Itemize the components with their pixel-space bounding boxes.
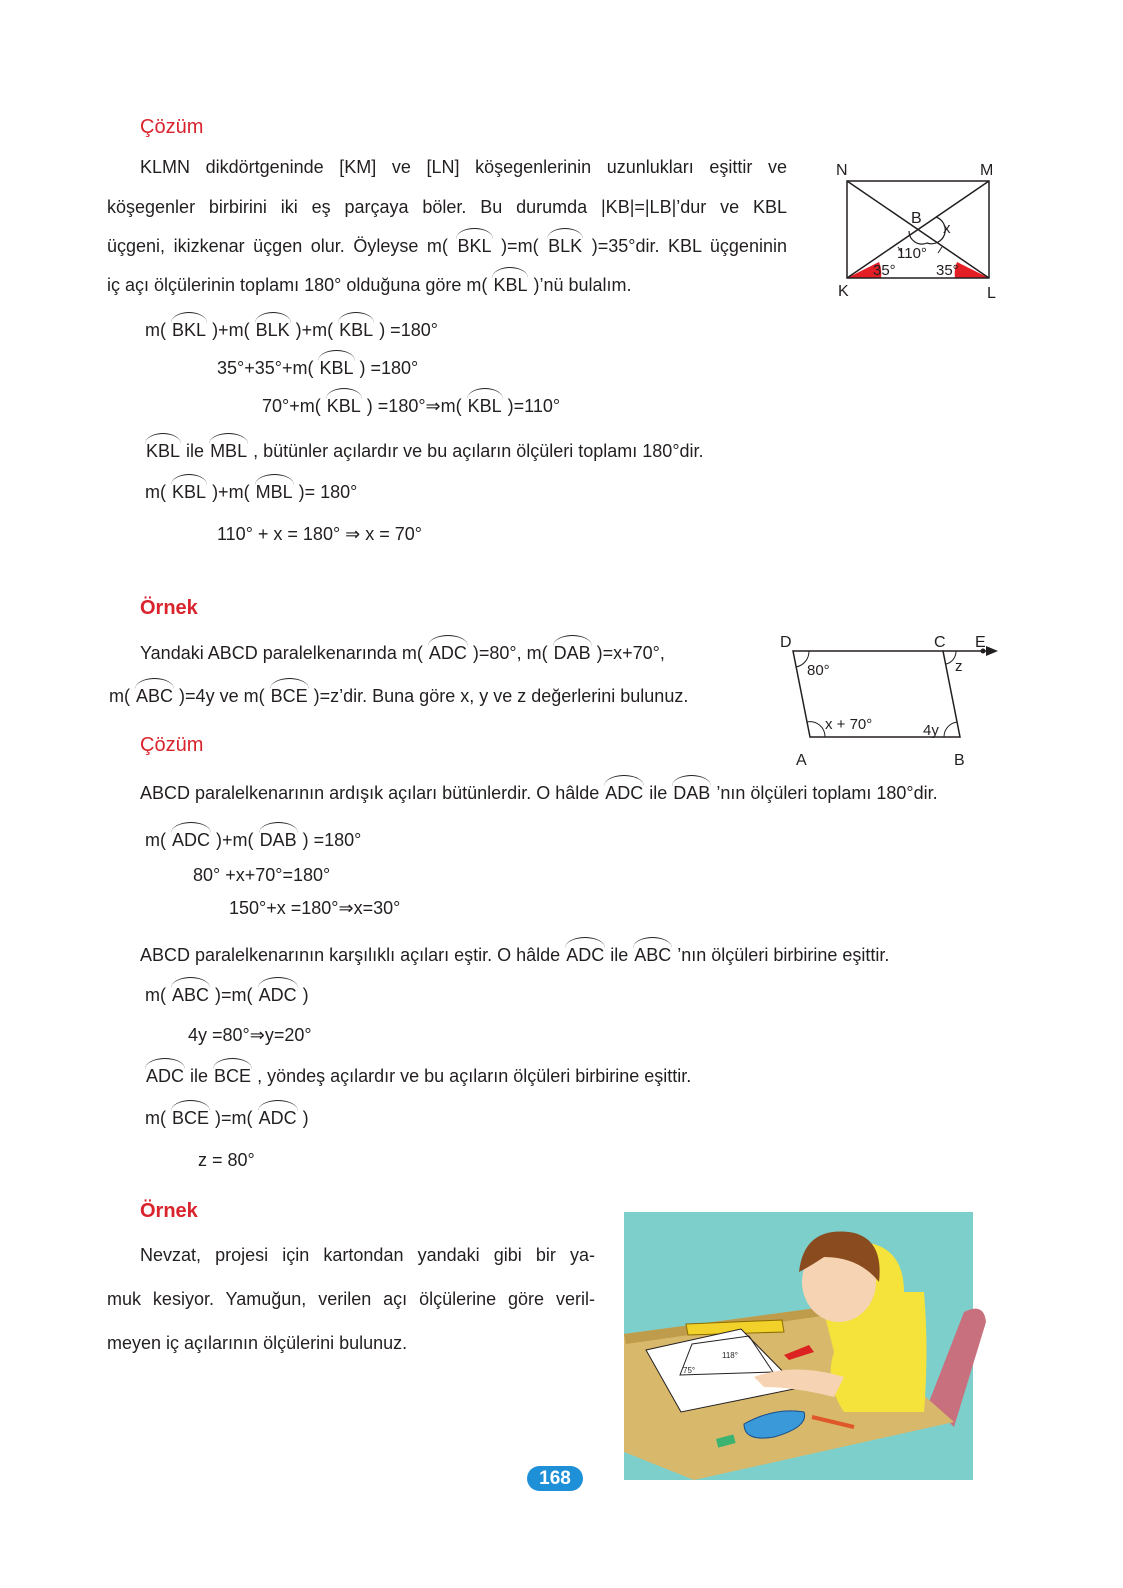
- text-segment: m(: [145, 320, 166, 340]
- equation-line: [145, 479, 357, 505]
- label-e: E: [975, 634, 986, 651]
- equation-line: [262, 393, 560, 419]
- angle-name: KBL: [318, 355, 354, 381]
- text-segment: )=m(: [215, 985, 253, 1005]
- text-segment: 4y =80°⇒y=20°: [188, 1025, 312, 1045]
- paragraph-line: [140, 942, 889, 968]
- arrow-head-icon: [986, 646, 998, 656]
- text-segment: ): [302, 1108, 309, 1128]
- text-segment: )=80°, m(: [472, 643, 548, 663]
- paragraph-line: [140, 640, 665, 666]
- boy-cutting-cardboard-illustration: [624, 1212, 994, 1487]
- text-segment: iç açı ölçülerinin toplamı 180° olduğuna göre m(: [107, 275, 488, 295]
- text-segment: ) =180°⇒m(: [366, 396, 462, 416]
- label-d: D: [780, 634, 792, 651]
- text-segment: )+m(: [212, 482, 250, 502]
- equation-line: [198, 1147, 255, 1173]
- paragraph-line: [140, 1242, 595, 1268]
- text-segment: m(: [145, 482, 166, 502]
- text-segment: )+m(: [295, 320, 334, 340]
- text-segment: m(: [145, 985, 166, 1005]
- text-segment: m(: [109, 686, 130, 706]
- text-segment: Yandaki ABCD paralelkenarında m(: [140, 643, 423, 663]
- parallelogram-abcd-figure: [770, 620, 1010, 780]
- text-segment: m(: [145, 1108, 166, 1128]
- equation-line: [145, 317, 438, 343]
- angle-name: KBL: [145, 438, 181, 464]
- text-segment: ) =180°: [379, 320, 438, 340]
- angle-name: KBL: [326, 393, 362, 419]
- angle-name: KBL: [492, 272, 528, 298]
- text-segment: ): [302, 985, 309, 1005]
- text-segment: )=z’dir. Buna göre x, y ve z değerlerini bulunuz.: [313, 686, 689, 706]
- text-segment: )=x+70°,: [596, 643, 665, 663]
- text-segment: ) =180°: [302, 830, 362, 850]
- angle-label-118: 118°: [722, 1351, 738, 1360]
- equation-line: [145, 827, 361, 853]
- label-n: N: [836, 162, 848, 179]
- text-segment: 80° +x+70°=180°: [193, 865, 331, 885]
- label-80: 80°: [807, 662, 830, 679]
- angle-name: MBL: [255, 479, 294, 505]
- paragraph-line: [145, 438, 704, 464]
- equation-line: [188, 1022, 312, 1048]
- text-segment: 110° + x = 180° ⇒ x = 70°: [217, 524, 422, 544]
- label-b: B: [911, 210, 922, 227]
- equation-line: [145, 1105, 309, 1131]
- text-segment: üçgeni, ikizkenar üçgen olur. Öyleyse m(: [107, 236, 448, 256]
- angle-arc-b: [944, 722, 957, 737]
- equation-line: [217, 521, 422, 547]
- paragraph-line: [145, 1063, 691, 1089]
- text-segment: )=4y ve m(: [179, 686, 265, 706]
- text-segment: ile: [190, 1066, 214, 1086]
- angle-name: ADC: [604, 780, 644, 806]
- example-heading: Örnek: [140, 597, 198, 619]
- text-segment: muk kesiyor. Yamuğun, verilen açı ölçülerine göre veril-: [107, 1289, 595, 1309]
- angle-name: BCE: [270, 683, 309, 709]
- label-x-plus-70: x + 70°: [825, 716, 873, 733]
- text-segment: )+m(: [216, 830, 254, 850]
- text-segment: , yöndeş açılardır ve bu açıların ölçüleri birbirine eşittir.: [257, 1066, 692, 1086]
- angle-name: BLK: [547, 233, 583, 259]
- label-4y: 4y: [923, 722, 939, 739]
- text-segment: ile: [186, 441, 210, 461]
- paragraph-line: [140, 780, 938, 806]
- text-segment: 35°+35°+m(: [217, 358, 314, 378]
- paragraph-line: [140, 154, 787, 180]
- paragraph-line: [107, 1286, 595, 1312]
- equation-line: [145, 982, 309, 1008]
- text-segment: , bütünler açılardır ve bu açıların ölçüleri toplamı 180°dir.: [253, 441, 704, 461]
- angle-name: KBL: [171, 479, 207, 505]
- example-heading: Örnek: [140, 1200, 198, 1222]
- text-segment: 70°+m(: [262, 396, 321, 416]
- angle-name: ABC: [135, 683, 174, 709]
- text-segment: ile: [610, 945, 634, 965]
- angle-name: ABC: [171, 982, 210, 1008]
- text-segment: )= 180°: [298, 482, 358, 502]
- angle-label-75: 75°: [683, 1366, 696, 1375]
- equation-line: [217, 355, 418, 381]
- paragraph-line: [109, 683, 688, 709]
- solution-heading: Çözüm: [140, 116, 204, 138]
- text-segment: ’nın ölçüleri toplamı 180°dir.: [716, 783, 938, 803]
- label-x: x: [943, 220, 951, 237]
- angle-name: BLK: [255, 317, 291, 343]
- text-segment: )=110°: [507, 396, 561, 416]
- text-segment: ile: [649, 783, 673, 803]
- angle-name: DAB: [553, 640, 592, 666]
- angle-name: ADC: [258, 982, 298, 1008]
- label-110: 110°: [897, 245, 927, 262]
- angle-name: ADC: [565, 942, 605, 968]
- text-segment: )’nü bulalım.: [533, 275, 632, 295]
- label-c: C: [934, 634, 946, 651]
- label-35-left: 35°: [873, 262, 896, 279]
- text-segment: ABCD paralelkenarının karşılıklı açıları eştir. O hâlde: [140, 945, 566, 965]
- equation-line: [229, 895, 400, 921]
- text-segment: )+m(: [212, 320, 250, 340]
- angle-name: ADC: [145, 1063, 185, 1089]
- text-segment: ’nın ölçüleri birbirine eşittir.: [677, 945, 890, 965]
- solution-heading: Çözüm: [140, 734, 204, 756]
- equation-line: [193, 862, 330, 888]
- text-segment: köşegenler birbirini iki eş parçaya böler. Bu durumda |KB|=|LB|’dur ve KBL: [107, 197, 787, 217]
- label-35-right: 35°: [936, 262, 959, 279]
- paragraph-line: [107, 233, 787, 259]
- paragraph-line: [107, 194, 787, 220]
- label-k: K: [838, 283, 849, 300]
- text-segment: ABCD paralelkenarının ardışık açıları bütünlerdir. O hâlde: [140, 783, 605, 803]
- text-segment: )=35°dir. KBL üçgeninin: [591, 236, 787, 256]
- angle-name: DAB: [259, 827, 298, 853]
- label-m: M: [980, 162, 994, 179]
- label-l: L: [987, 285, 996, 302]
- tick-mark: [938, 247, 942, 253]
- angle-name: MBL: [209, 438, 248, 464]
- text-segment: )=m(: [215, 1108, 253, 1128]
- paragraph-line: [107, 1330, 407, 1356]
- angle-name: KBL: [467, 393, 503, 419]
- text-segment: KLMN dikdörtgeninde [KM] ve [LN] köşegenlerinin uzunlukları eşittir ve: [140, 157, 787, 177]
- paragraph-line: [107, 272, 632, 298]
- text-segment: 150°+x =180°⇒x=30°: [229, 898, 401, 918]
- label-a: A: [796, 752, 807, 769]
- angle-name: BCE: [171, 1105, 210, 1131]
- text-segment: m(: [145, 830, 166, 850]
- angle-name: ADC: [428, 640, 468, 666]
- rectangle-klmn-figure: [830, 150, 1010, 310]
- angle-name: ADC: [258, 1105, 298, 1131]
- angle-name: BCE: [213, 1063, 252, 1089]
- text-segment: ) =180°: [359, 358, 419, 378]
- angle-fill-l: [955, 262, 989, 278]
- text-segment: Nevzat, projesi için kartondan yandaki gibi bir ya-: [140, 1245, 595, 1265]
- page-number: 168: [527, 1466, 583, 1491]
- label-z: z: [955, 658, 963, 675]
- angle-name: KBL: [338, 317, 374, 343]
- angle-name: BKL: [456, 233, 492, 259]
- angle-name: ABC: [633, 942, 672, 968]
- text-segment: z = 80°: [198, 1150, 255, 1170]
- label-b: B: [954, 752, 965, 769]
- angle-name: DAB: [672, 780, 711, 806]
- angle-name: ADC: [171, 827, 211, 853]
- angle-name: BKL: [171, 317, 207, 343]
- text-segment: meyen iç açılarının ölçülerini bulunuz.: [107, 1333, 408, 1353]
- text-segment: )=m(: [501, 236, 539, 256]
